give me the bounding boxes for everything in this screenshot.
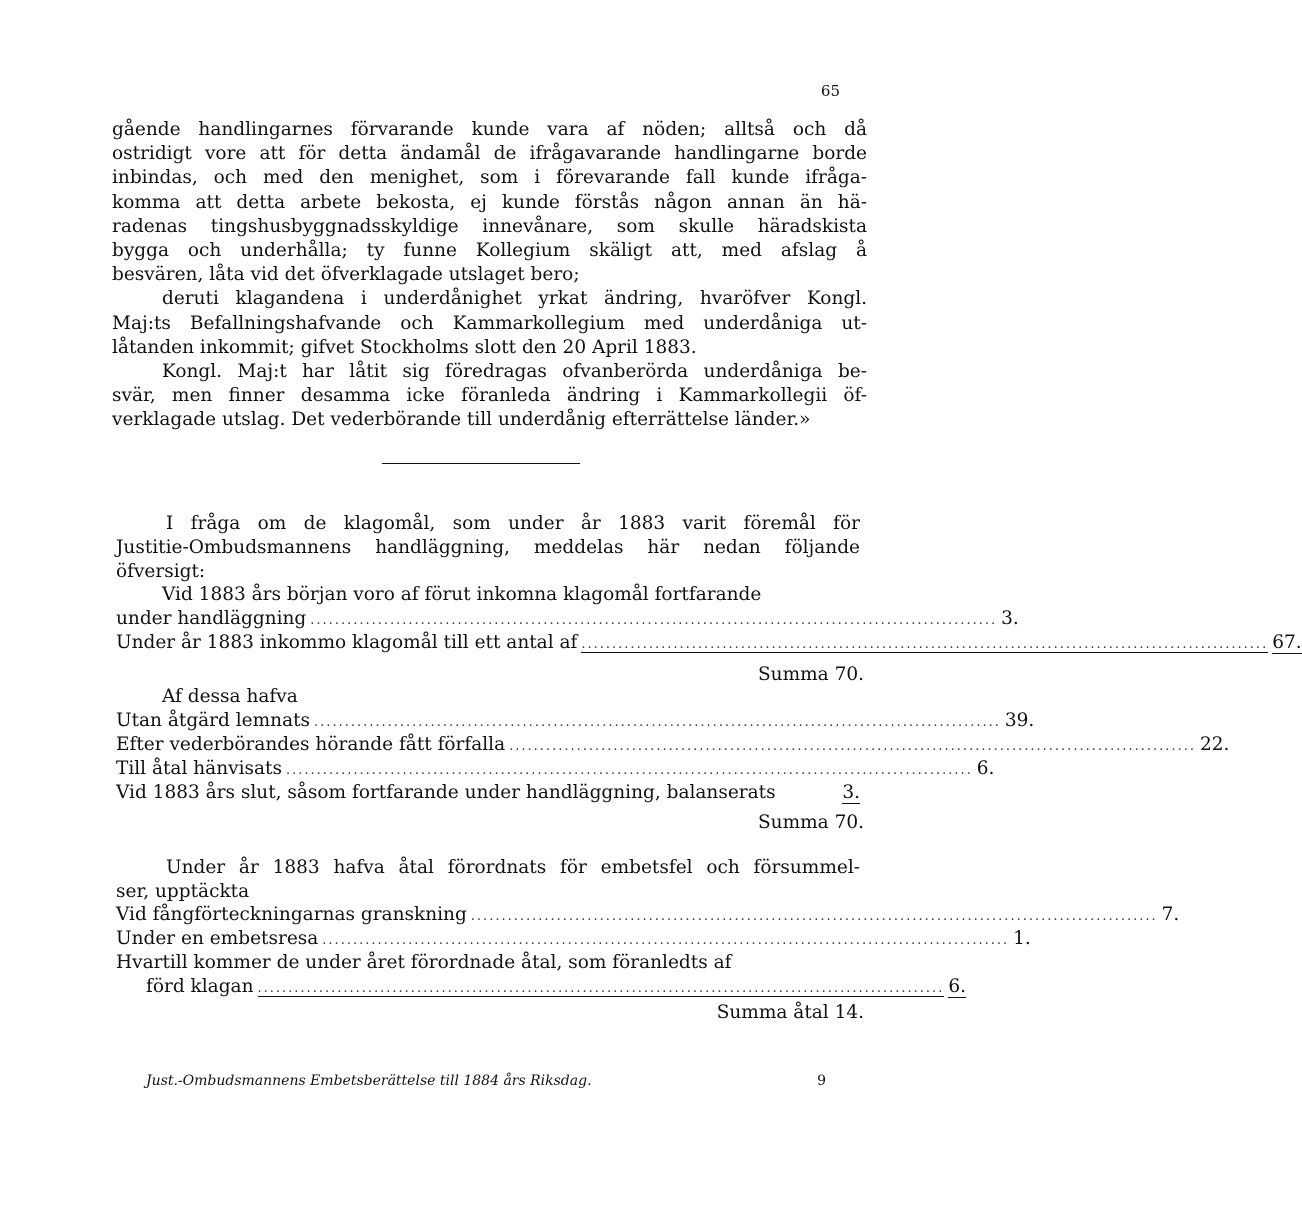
table-row (116, 710, 1035, 734)
text-line: besvären, låta vid det öfverklagade utslaget bero; (112, 264, 580, 286)
leader-dots: ................................................................................................................ (322, 933, 1010, 948)
sub-heading: Af dessa hafva (162, 686, 298, 707)
table-row (116, 734, 1230, 758)
row-value: 67. (1272, 632, 1302, 653)
row-label: Efter vederbörandes hörande fått förfalla (116, 734, 506, 755)
signature-mark: 9 (817, 1073, 826, 1089)
paragraph-overview (116, 512, 860, 585)
text-line: bygga och underhålla; ty funne Kollegium skäligt att, med afslag å (112, 240, 867, 262)
table-row (162, 584, 860, 608)
table-row (116, 928, 1031, 952)
sum-total: Summa 70. (757, 664, 864, 685)
sum-total: Summa åtal 14. (716, 1002, 864, 1023)
row-label: Vid fångförteckningarnas granskning (116, 904, 467, 925)
row-value: 6. (976, 758, 995, 779)
text-line: deruti klagandena i underdånighet yrkat ändring, hvaröfver Kongl. (162, 288, 867, 310)
leader-dots: ................................................................................................................ (285, 763, 973, 778)
leader-dots: ................................................................................................................ (509, 739, 1196, 754)
text-line: ostridigt vore att för detta ändamål de ifrågavarande handlingarne borde (112, 143, 867, 165)
text-line: verklagade utslag. Det vederbörande till underdånig efterrättelse länder.» (112, 409, 811, 431)
row-label: Under en embetsresa (116, 928, 319, 949)
text-line: svär, men finner desamma icke föranleda ändring i Kammarkollegii öf- (112, 385, 867, 407)
text-line: gående handlingarnes förvarande kunde vara af nöden; alltså och då (112, 119, 867, 140)
leader-dots: ................................................................................................................ (314, 715, 1001, 730)
text-line: Maj:ts Befallningshafvande och Kammarkollegium med underdåniga ut- (112, 312, 867, 334)
text-line: öfversigt: (116, 561, 206, 583)
row-value: 1. (1013, 928, 1031, 949)
text-line: ser, upptäckta (116, 881, 250, 903)
row-value: 6. (948, 976, 966, 997)
paragraph-prosecutions (116, 856, 860, 904)
table-row (116, 904, 1180, 928)
table-row (116, 952, 860, 976)
sum-total: Summa 70. (757, 812, 864, 833)
row-label: förd klagan (146, 976, 254, 997)
page-footer (146, 1073, 826, 1089)
row-label: Vid 1883 års början voro af förut inkomna klagomål fortfarande (162, 584, 762, 605)
row-value: 22. (1199, 734, 1230, 755)
row-label: Till åtal hänvisats (116, 758, 282, 779)
text-line: Under år 1883 hafva åtal förordnats för embetsfel och försummel- (166, 857, 860, 878)
row-value: 3. (842, 782, 860, 803)
table-row (116, 608, 1019, 632)
section-divider (382, 463, 580, 464)
table-row (116, 758, 995, 782)
leader-dots: ................................................................................................................ (470, 909, 1158, 924)
footer-title: Just.-Ombudsmannens Embetsberättelse till 1884 års Riksdag. (146, 1073, 592, 1089)
table-row (146, 976, 966, 1000)
text-line: Kongl. Maj:t har låtit sig föredragas ofvanberörda underdåniga be- (162, 361, 867, 383)
text-line: komma att detta arbete bekosta, ej kunde förstås någon annan än hä- (112, 191, 867, 213)
leader-dots: ................................................................................................................ (257, 981, 945, 996)
text-line: radenas tingshusbyggnadsskyldige innevånare, som skulle häradskista (112, 215, 867, 237)
page-number: 65 (820, 82, 840, 100)
text-line: inbindas, och med den menighet, som i förevarande fall kunde ifråga- (112, 167, 867, 189)
row-label: Vid 1883 års slut, såsom fortfarande under handläggning, balanserats (116, 782, 776, 803)
row-label: under handläggning (116, 608, 307, 629)
row-value: 3. (1001, 608, 1019, 629)
leader-dots: ................................................................................................................ (310, 613, 998, 628)
text-line: låtanden inkommit; gifvet Stockholms slott den 20 April 1883. (112, 336, 697, 358)
row-value: 7. (1161, 904, 1180, 925)
paragraph-decision (112, 118, 867, 433)
text-line: Justitie-Ombudsmannens handläggning, meddelas här nedan följande (116, 537, 860, 559)
text-line: I fråga om de klagomål, som under år 1883 varit föremål för (166, 513, 860, 534)
table-row (116, 632, 1302, 656)
leader-dots: ................................................................................................................ (581, 637, 1269, 652)
table-row (116, 782, 860, 806)
row-label: Under år 1883 inkommo klagomål till ett antal af (116, 632, 578, 653)
row-value: 39. (1004, 710, 1035, 731)
row-label: Utan åtgärd lemnats (116, 710, 311, 731)
row-label: Hvartill kommer de under året förordnade åtal, som föranledts af (116, 952, 732, 973)
